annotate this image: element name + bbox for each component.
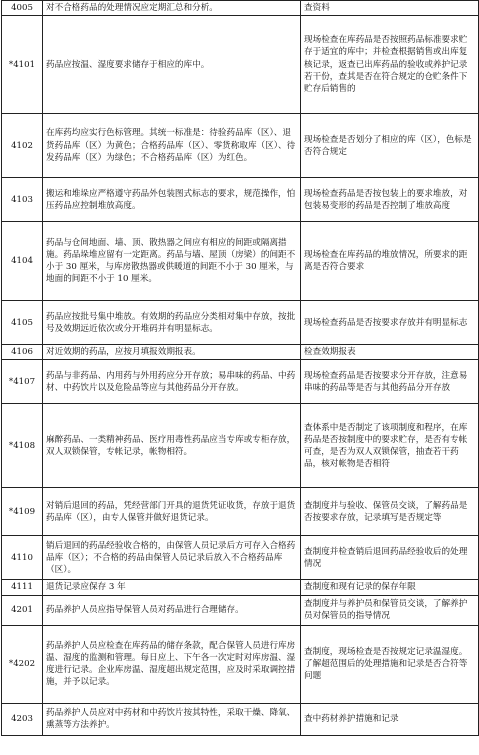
- item-method: 现场检查药品是否按要求存放并有明显标志: [301, 301, 479, 345]
- item-method: 查制度并与验收、保管员交谈，了解药品是否按要求存放，记录填写是否规定等: [301, 488, 479, 536]
- item-requirement: 药品养护人员应对中药材和中药饮片按其特性，采取干燥、降氧、熏蒸等方法养护。: [43, 703, 301, 735]
- item-requirement: 对不合格药品的处理情况应定期汇总和分析。: [43, 1, 301, 16]
- item-requirement: 药品养护人员应指导保管人员对药品进行合理储存。: [43, 595, 301, 625]
- item-requirement: 退货记录应保存 3 年: [43, 580, 301, 595]
- item-method: 查制度和现有记录的保存年限: [301, 580, 479, 595]
- item-requirement: 药品养护人员应检查在库药品的储存条款，配合保管人员进行库房温、湿度的监测和管理。每日应上、下午各一次定时对库房温、湿度进行记录。企业库房温、湿度超出规定范围，应及时采取调控措施，并予以记录。: [43, 625, 301, 703]
- item-code: 4106: [2, 345, 43, 360]
- item-requirement: 药品应按批号集中堆放。有效期的药品应分类相对集中存放，按批号及效期远近依次或分开堆码并有明显标志。: [43, 301, 301, 345]
- item-method: 查制度，现场检查是否按规定记录温湿度。了解超范围后的处理措施和记录是否合符等问题: [301, 625, 479, 703]
- item-code: *4108: [2, 404, 43, 488]
- item-code: *4202: [2, 625, 43, 703]
- table-row: [2, 16, 479, 114]
- item-requirement: 搬运和堆垛应严格遵守药品外包装图式标志的要求，规范操作，怕压药品应控制堆放高度。: [43, 178, 301, 222]
- item-requirement: 药品应按温、湿度要求储存于相应的库中。: [43, 16, 301, 114]
- item-code: 4111: [2, 580, 43, 595]
- item-method: 查中药材养护措施和记录: [301, 703, 479, 735]
- item-requirement: 在库药均应实行色标管理。其统一标准是：待验药品库（区）、退货药品库（区）为黄色；合格药品库（区）、零货称取库（区）、待发药品库（区）为绿色；不合格药品库（区）为红色。: [43, 114, 301, 178]
- item-code: 4201: [2, 595, 43, 625]
- item-requirement: 药品与非药品、内用药与外用药应分开存放；易串味的药品、中药材、中药饮片以及危险品等应与其他药品分开存放。: [43, 360, 301, 404]
- item-method: 现场检查在库药品是否按照药品标准要求贮存于适宜的库中；并检查根据销售或出库复核记录，返查已出库药品的验收或养护记录若干份，查其是否在符合规定的仓贮条件下贮存后销售的: [301, 16, 479, 114]
- table-row: [2, 301, 479, 345]
- item-method: 查制度并与养护员和保管员交谈，了解养护员对保管员的指导情况: [301, 595, 479, 625]
- table-row: [2, 114, 479, 178]
- item-code: *4107: [2, 360, 43, 404]
- item-code: 4102: [2, 114, 43, 178]
- table-row: [2, 580, 479, 595]
- table-row: [2, 488, 479, 536]
- item-requirement: 对销后退回的药品，凭经营部门开具的退货凭证收货，存放于退货药品库（区），由专人保管并做好退货记录。: [43, 488, 301, 536]
- item-method: 检查效期报表: [301, 345, 479, 360]
- item-method: 查制度并检查销后退回药品经验收后的处理情况: [301, 536, 479, 580]
- item-code: 4005: [2, 1, 43, 16]
- item-requirement: 对近效期的药品，应按月填报效期报表。: [43, 345, 301, 360]
- inspection-table: [1, 0, 479, 736]
- table-row: [2, 595, 479, 625]
- table-row: [2, 536, 479, 580]
- table-row: [2, 178, 479, 222]
- table-row: [2, 703, 479, 735]
- item-requirement: 销后退回的药品经验收合格的，由保管人员记录后方可存入合格药品库（区）；不合格的药品由保管人员记录后放入不合格药品库（区）。: [43, 536, 301, 580]
- item-code: 4105: [2, 301, 43, 345]
- table-row: [2, 222, 479, 301]
- table-row: [2, 360, 479, 404]
- item-code: 4110: [2, 536, 43, 580]
- item-method: 现场检查药品是否按包装上的要求堆放，对包装易变形的药品是否控制了堆放高度: [301, 178, 479, 222]
- item-method: 查体系中是否制定了该项制度和程序，在库药品是否按制度中的要求贮存，是否有专帐可查，是否为双人双锁保管，抽查若干药品，核对帐物是否相符: [301, 404, 479, 488]
- table-row: [2, 345, 479, 360]
- item-method: 现场检查在库药品的堆放情况，所要求的距离是否符合要求: [301, 222, 479, 301]
- item-code: 4104: [2, 222, 43, 301]
- item-code: 4203: [2, 703, 43, 735]
- item-code: *4109: [2, 488, 43, 536]
- item-code: 4103: [2, 178, 43, 222]
- table-row: [2, 404, 479, 488]
- table-row: [2, 1, 479, 16]
- item-method: 现场检查药品是否按要求分开存放，注意易串味的药品等是否与其他药品分开存放: [301, 360, 479, 404]
- item-method: 查资料: [301, 1, 479, 16]
- item-code: *4101: [2, 16, 43, 114]
- item-requirement: 药品与仓间地面、墙、顶、散热器之间应有相应的间距或隔离措施。药品垛堆应留有一定距离。药品与墙、屋顶（房梁）的间距不小于 30 厘米，与库房散热器或供暖道的间距不小于 30 厘米，与地面的间距不小于 10 厘米。: [43, 222, 301, 301]
- table-row: [2, 625, 479, 703]
- item-requirement: 麻醉药品、一类精神药品、医疗用毒性药品应当专库或专柜存放，双人双锁保管，专帐记录，帐物相符。: [43, 404, 301, 488]
- item-method: 现场检查是否划分了相应的库（区），色标是否符合规定: [301, 114, 479, 178]
